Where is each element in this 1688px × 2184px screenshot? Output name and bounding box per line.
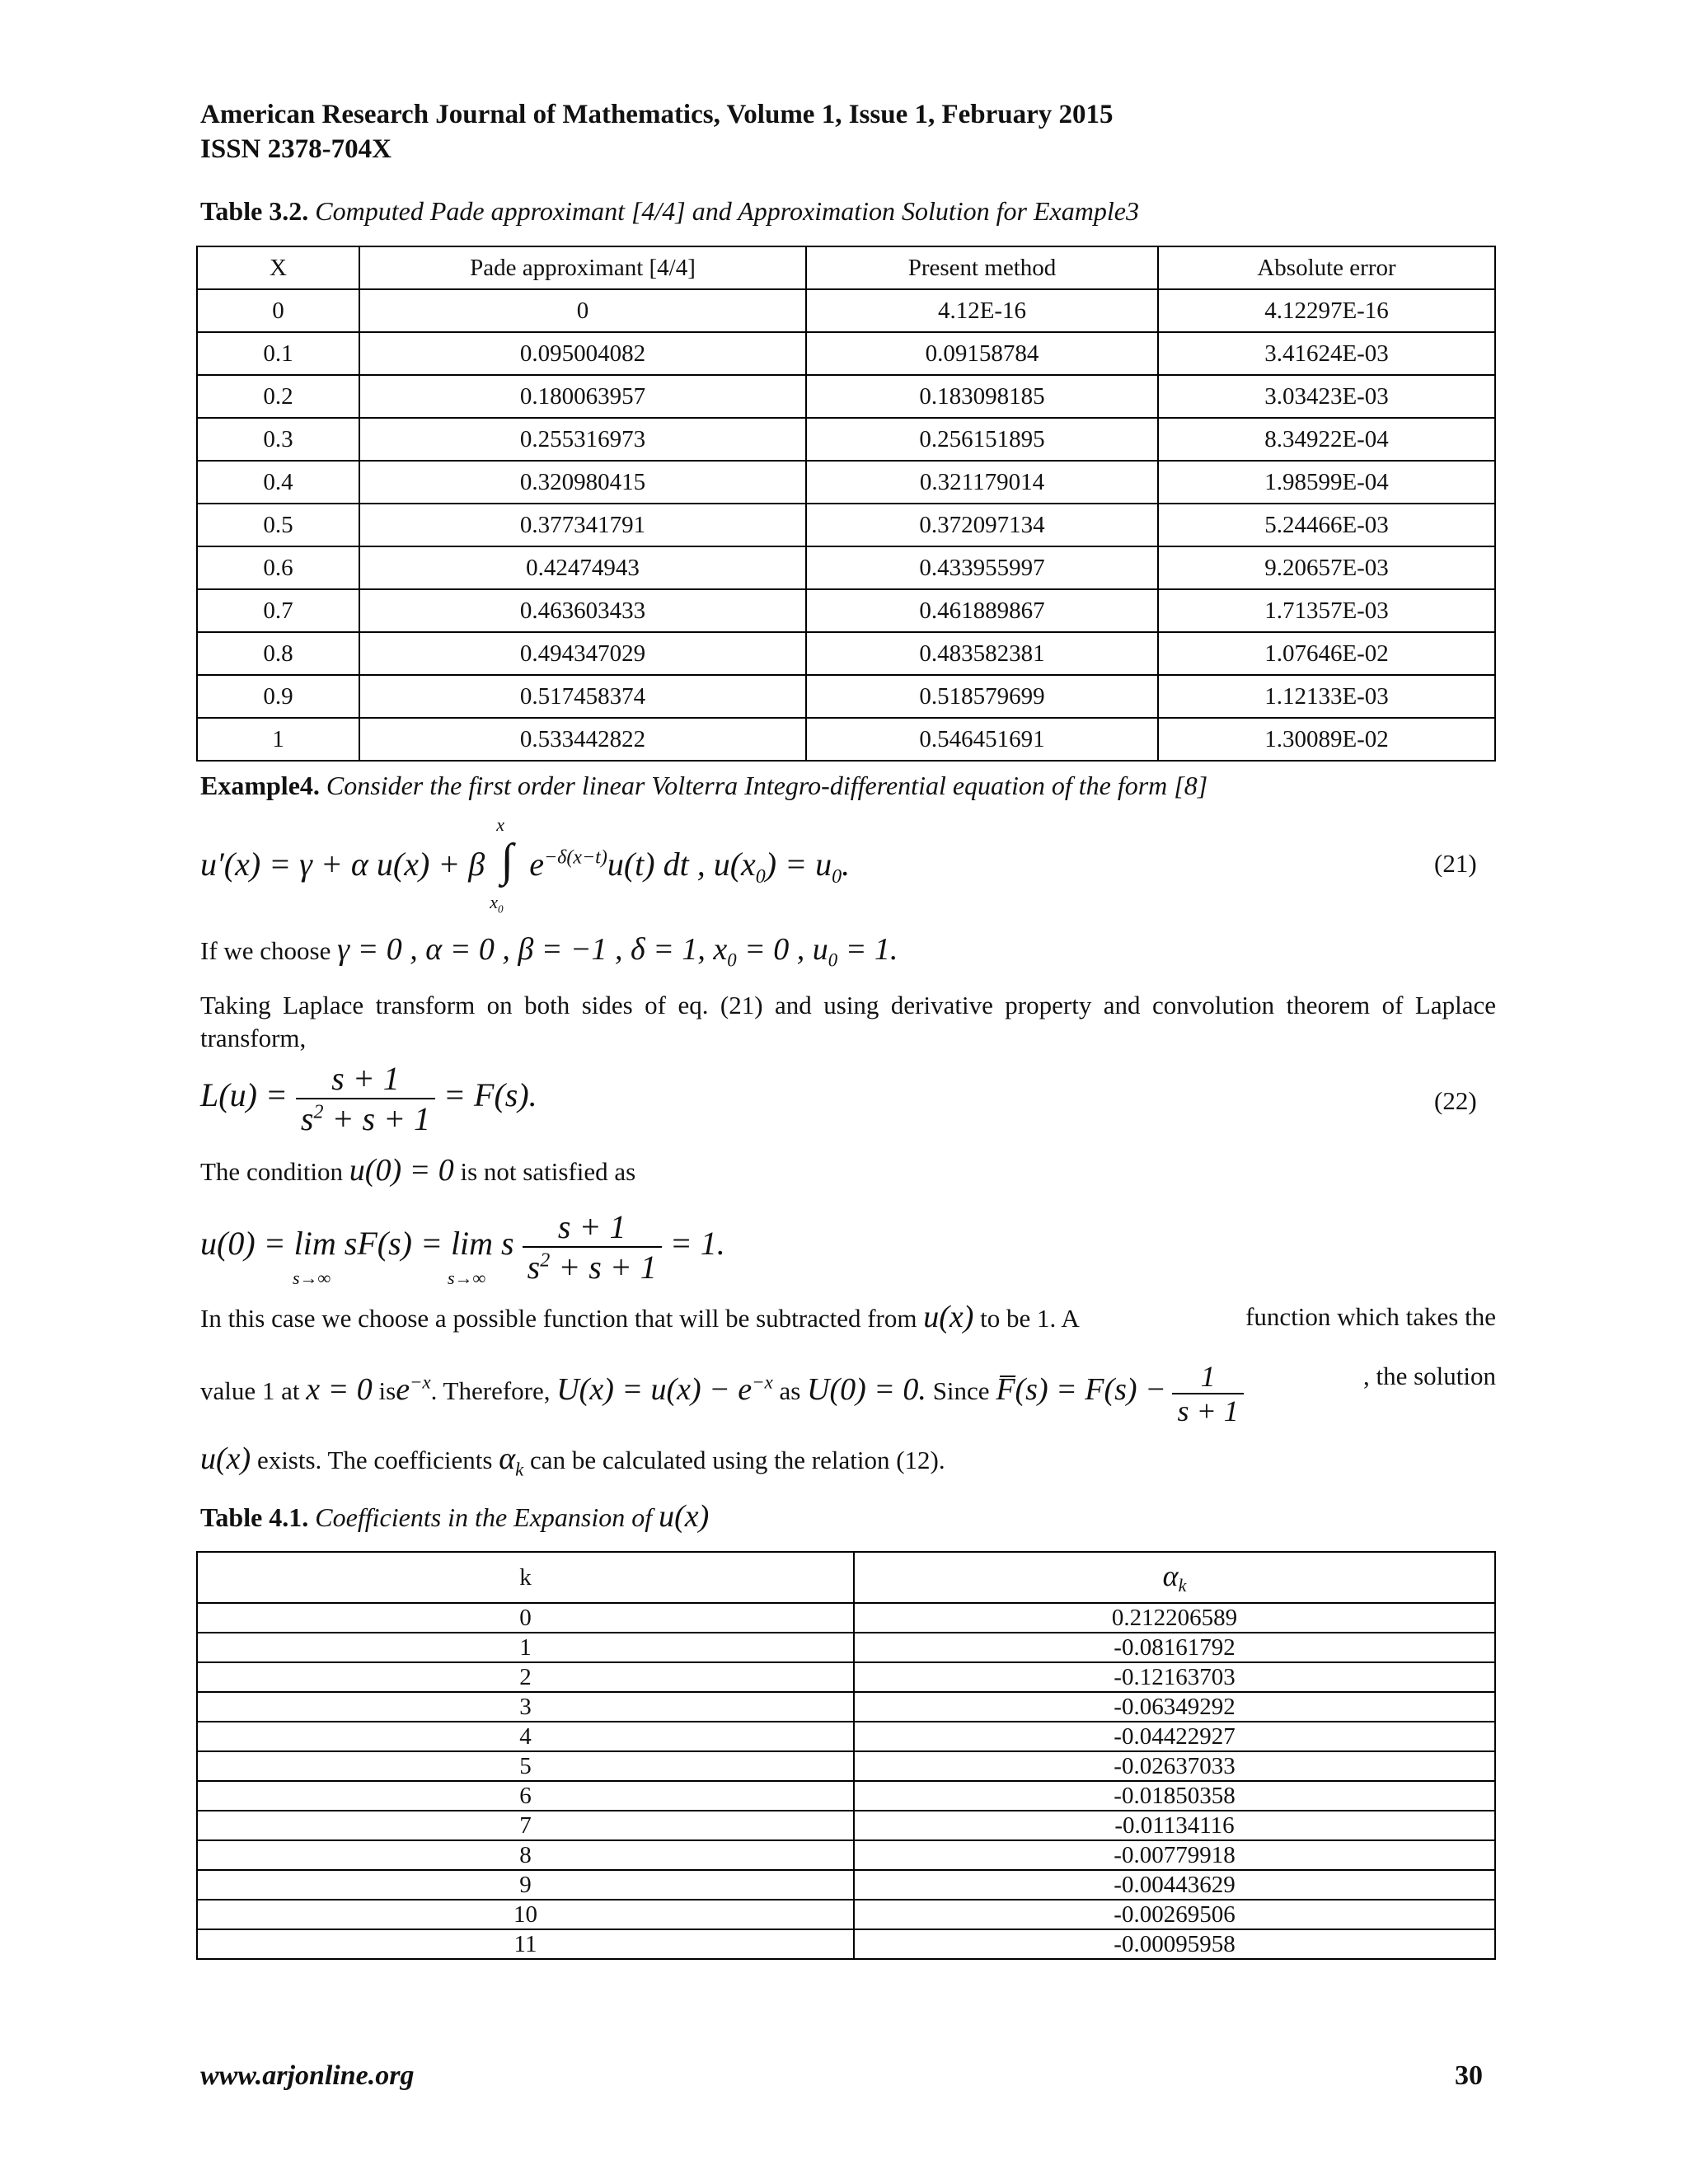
table-cell: 0.7 [197,589,359,632]
table-row [197,1811,1495,1840]
choose-math-1: γ = 0 , α = 0 , β = −1 , δ = 1, x [337,932,728,967]
para2-part7: as [779,1376,801,1406]
eq21-rest2-sub: 0 [832,866,842,888]
para2-part11: can be calculated using the relation (12). [530,1446,945,1474]
table-cell: 1.07646E-02 [1158,632,1495,675]
para2-part4: value 1 at [200,1376,300,1406]
choose-prefix: If we choose [200,936,331,965]
limit-lhs: u(0) = lim sF(s) = lim s [200,1225,514,1263]
journal-header [200,97,1114,166]
table-row [197,1781,1495,1811]
table-cell: 7 [197,1811,854,1840]
table-header-row [197,246,1495,289]
eq22-den-rest: + s + 1 [323,1100,431,1137]
table-cell: 0 [197,1603,854,1633]
eq22-numerator: s + 1 [296,1059,435,1099]
para2-math8: α [499,1441,516,1476]
choose-sub-1: 0 [727,949,737,971]
limit-den-sup: 2 [540,1249,551,1272]
pade-table [196,246,1496,762]
table-cell: 8.34922E-04 [1158,418,1495,461]
example-text: Consider the first order linear Volterra Integro-differential equation of the form [8] [326,771,1208,800]
eq21-exponent: −δ(x−t) [543,846,607,869]
table-cell: 0 [359,289,806,332]
table-cell: 0.3 [197,418,359,461]
coefficients-table [196,1551,1496,1960]
para2-math3-sup: −x [410,1371,431,1393]
eq22-denominator [296,1099,435,1138]
table-cell: 9 [197,1870,854,1900]
journal-title: American Research Journal of Mathematics, Volume 1, Issue 1, February 2015 [200,100,1114,129]
para2-math1: u(x) [923,1300,974,1334]
table-cell: 0.09158784 [806,332,1158,375]
para2-math5: U(0) = 0. [807,1372,926,1408]
para2-math4-sup: −x [752,1371,773,1393]
para2-part10: exists. The coefficients [256,1446,493,1474]
table-cell: -0.12163703 [854,1662,1495,1692]
integral-lower-var: x [490,892,498,912]
table-cell: 3 [197,1692,854,1722]
page-number: 30 [1455,2060,1483,2091]
table-4-1-caption-math: u(x) [659,1499,710,1534]
table-cell: -0.01134116 [854,1811,1495,1840]
limit-fraction [523,1207,662,1286]
table-cell: 11 [197,1929,854,1959]
table-row [197,504,1495,546]
table-cell: 6 [197,1781,854,1811]
table-row [197,1662,1495,1692]
table-row [197,1840,1495,1870]
equation-22 [200,1059,537,1138]
para2-line3 [200,1442,945,1487]
col-header-error: Absolute error [1158,246,1495,289]
col-header-alpha [854,1552,1495,1603]
para2-part6: . Therefore, [430,1376,551,1406]
col-header-x: X [197,246,359,289]
para2-frac-den: s + 1 [1177,1394,1239,1427]
table-cell: -0.00443629 [854,1870,1495,1900]
table-cell: 0 [197,289,359,332]
table-cell: 0.463603433 [359,589,806,632]
table-row [197,332,1495,375]
col-header-k: k [197,1552,854,1603]
table-label: Table 3.2. [200,196,309,226]
table-cell: 0.433955997 [806,546,1158,589]
table-cell: 4 [197,1722,854,1751]
table-3-2-caption [200,196,1139,227]
table-cell: 0.9 [197,675,359,718]
table-row [197,1870,1495,1900]
para2-math8-wrap [499,1441,524,1480]
example4-intro [200,771,1207,801]
table-cell: 3.03423E-03 [1158,375,1495,418]
table-cell: 3.41624E-03 [1158,332,1495,375]
table-row [197,461,1495,504]
table-cell: -0.01850358 [854,1781,1495,1811]
para2-math7: u(x) [200,1441,251,1476]
para2-math8-sub: k [515,1459,524,1480]
para2-part8: Since [932,1376,990,1406]
col-header-present: Present method [806,246,1158,289]
choose-math [337,932,898,971]
eq22-lhs: L(u) = [200,1076,288,1114]
para2-part5: is [378,1376,396,1406]
para2-math2: x = 0 [306,1372,373,1408]
table-row [197,418,1495,461]
condition-suffix: is not satisfied as [460,1157,636,1186]
table-cell: 0.255316973 [359,418,806,461]
para2-part2: to be 1. A [980,1304,1080,1333]
table-cell: -0.00779918 [854,1840,1495,1870]
table-cell: 0.2 [197,375,359,418]
table-cell: 0.5 [197,504,359,546]
para2-math4: U(x) = u(x) − e [556,1372,753,1408]
para2-part9: , the solution [1362,1361,1496,1390]
table-cell: 0.212206589 [854,1603,1495,1633]
para2-math4-wrap [556,1372,772,1407]
alpha-symbol: α [1162,1559,1179,1593]
table-row [197,589,1495,632]
integral-sign: ∫ x $x_0$ [490,814,513,916]
table-row [197,675,1495,718]
choose-sub-2: 0 [828,949,838,971]
table-row [197,546,1495,589]
limit-equation [200,1207,725,1289]
para2-line2 [200,1360,1496,1427]
eq22-fraction [296,1059,435,1138]
limit-sub-2: s→∞ [448,1268,486,1289]
table-cell: 1 [197,718,359,761]
table-cell: 0.183098185 [806,375,1158,418]
eq21-number: (21) [1434,849,1477,878]
table-cell: 0.321179014 [806,461,1158,504]
para2-line1 [200,1301,1496,1335]
table-cell: -0.08161792 [854,1633,1495,1662]
table-caption-text: Computed Pade approximant [4/4] and Approximation Solution for Example3 [315,196,1139,226]
table-cell: -0.00095958 [854,1929,1495,1959]
choose-math-2: = 0 , u [736,932,828,967]
footer-website: www.arjonline.org [200,2060,415,2091]
table-cell: 5.24466E-03 [1158,504,1495,546]
table-cell: 8 [197,1840,854,1870]
table-cell: 0.518579699 [806,675,1158,718]
condition-line [200,1154,635,1188]
table-cell: 0.461889867 [806,589,1158,632]
issn: ISSN 2378-704X [200,134,392,164]
table-cell: 0.4 [197,461,359,504]
table-cell: 0.8 [197,632,359,675]
para2-frac-num: 1 [1172,1360,1243,1394]
condition-math: u(0) = 0 [349,1153,454,1188]
table-cell: 0.256151895 [806,418,1158,461]
table-cell: 0.180063957 [359,375,806,418]
para2-part1: In this case we choose a possible function that will be subtracted from [200,1304,917,1333]
limit-denominator [523,1248,662,1286]
table-cell: 0.533442822 [359,718,806,761]
table-4-1-caption [200,1498,709,1535]
eq22-den-sup: 2 [313,1101,324,1123]
condition-prefix: The condition [200,1157,344,1186]
eq21-end: . [842,846,851,883]
table-cell: 0.483582381 [806,632,1158,675]
eq21-lhs: u′(x) = γ + α u(x) + β [200,846,485,883]
para2-math3: e [396,1372,410,1408]
eq22-rhs: = F(s). [443,1076,537,1114]
alpha-sub: k [1178,1574,1187,1596]
table-row [197,718,1495,761]
table-row [197,375,1495,418]
table-cell: 0.517458374 [359,675,806,718]
limit-sub-1: s→∞ [293,1268,331,1289]
para2-math3-wrap [396,1372,430,1407]
eq22-number: (22) [1434,1086,1477,1115]
eq21-rest: u(t) dt , u(x [607,846,756,883]
eq21-rest2: ) = u [765,846,832,883]
table-cell: 0.377341791 [359,504,806,546]
table-4-1-caption-text: Coefficients in the Expansion of [315,1502,653,1532]
table-row [197,1692,1495,1722]
table-cell: 9.20657E-03 [1158,546,1495,589]
table-cell: -0.04422927 [854,1722,1495,1751]
limit-den-rest: + s + 1 [550,1249,657,1286]
table-cell: 0.1 [197,332,359,375]
para2-math6: F̅(s) = F(s) − [996,1372,1166,1408]
coefficients-table-body [197,1603,1495,1959]
laplace-paragraph: Taking Laplace transform on both sides of eq. (21) and using derivative property and convolution theorem of Laplace transform, [200,991,1496,1052]
table-row [197,1603,1495,1633]
choose-line [200,933,898,977]
integral-lower-sub: 0 [497,902,504,916]
coef-header-row [197,1552,1495,1603]
eq21-rest-sub: 0 [755,866,766,888]
equation-21 [200,814,851,916]
para2-part3: function which takes the [1245,1302,1496,1331]
eq21-integrand: e [529,846,544,883]
table-cell: 1.98599E-04 [1158,461,1495,504]
table-row [197,1751,1495,1781]
table-cell: 4.12E-16 [806,289,1158,332]
integral-lower [490,892,503,916]
example-label: Example4. [200,771,320,800]
table-cell: 1.30089E-02 [1158,718,1495,761]
limit-rhs: = 1. [669,1225,725,1263]
para2-fraction [1172,1360,1243,1427]
table-cell: 4.12297E-16 [1158,289,1495,332]
table-row [197,1633,1495,1662]
pade-table-body [197,289,1495,761]
table-cell: 10 [197,1900,854,1929]
table-cell: 1.71357E-03 [1158,589,1495,632]
col-header-pade: Pade approximant [4/4] [359,246,806,289]
table-cell: 0.320980415 [359,461,806,504]
table-cell: 1.12133E-03 [1158,675,1495,718]
table-cell: -0.06349292 [854,1692,1495,1722]
table-cell: 0.095004082 [359,332,806,375]
table-row [197,1722,1495,1751]
table-row [197,289,1495,332]
table-cell: 5 [197,1751,854,1781]
table-cell: 0.6 [197,546,359,589]
limit-numerator: s + 1 [523,1207,662,1248]
limit-lhs-wrap [200,1225,523,1289]
table-cell: 0.372097134 [806,504,1158,546]
table-row [197,1900,1495,1929]
table-cell: 1 [197,1633,854,1662]
table-cell: -0.00269506 [854,1900,1495,1929]
table-cell: 0.546451691 [806,718,1158,761]
eq22-den-s: s [300,1100,314,1137]
limit-den-s: s [527,1249,541,1286]
table-cell: 0.42474943 [359,546,806,589]
table-cell: -0.02637033 [854,1751,1495,1781]
table-4-1-label: Table 4.1. [200,1502,309,1532]
table-cell: 2 [197,1662,854,1692]
choose-math-3: = 1. [837,932,898,967]
table-cell: 0.494347029 [359,632,806,675]
table-row [197,632,1495,675]
table-row [197,1929,1495,1959]
integral-upper: x [496,814,504,835]
